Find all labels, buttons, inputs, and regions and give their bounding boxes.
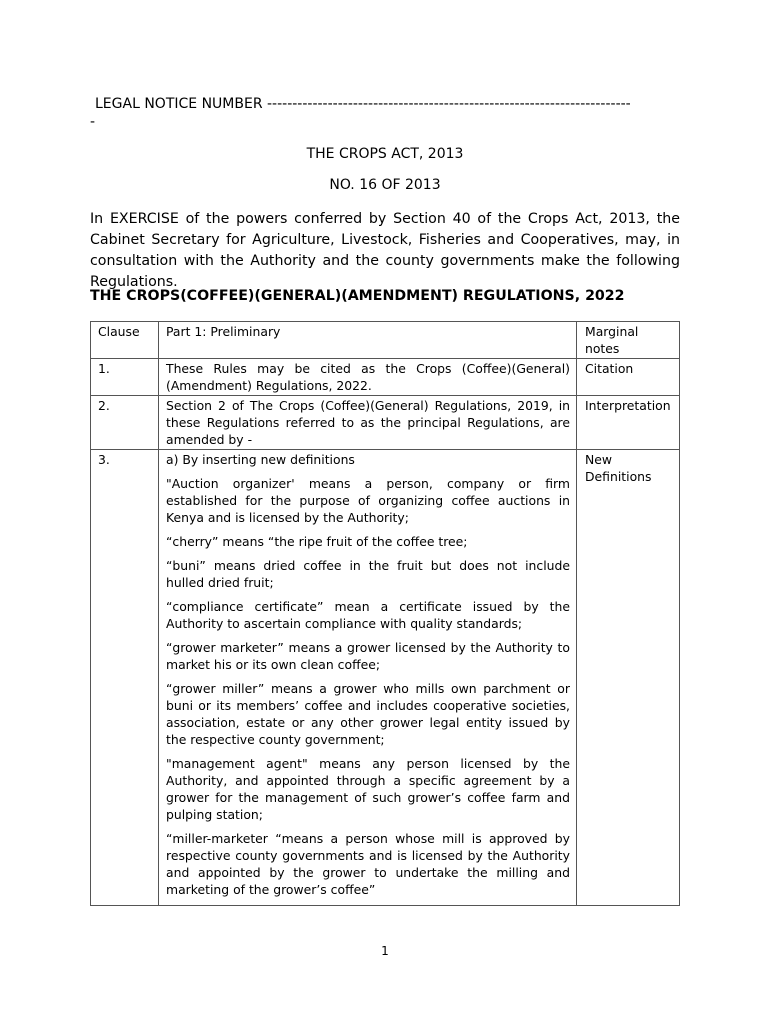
clause-number: 3. <box>91 450 159 906</box>
table-row <box>91 450 680 906</box>
definitions-intro: a) By inserting new definitions <box>166 452 355 467</box>
definition-miller-marketer: “miller-marketer “means a person whose mill is approved by respective county governments and is licensed by the Authority and appointed by the grower to undertake the milling and marketing of the grower’s coffee” <box>166 831 570 897</box>
act-number: NO. 16 OF 2013 <box>329 177 441 193</box>
definition-management-agent: "management agent" means any person licensed by the Authority, and appointed through a specific agreement by a grower for the management of such grower’s coffee farm and pulping station; <box>166 756 570 822</box>
clause-text: Section 2 of The Crops (Coffee)(General) Regulations, 2019, in these Regulations referred to as the principal Regulations, are amended by - <box>159 396 577 450</box>
table-header-row <box>91 322 680 359</box>
legal-notice-continuation: - <box>90 114 96 130</box>
intro-paragraph: In EXERCISE of the powers conferred by Section 40 of the Crops Act, 2013, the Cabinet Secretary for Agriculture, Livestock, Fisheries and Cooperatives, may, in consultation with the Authority and the county governments make the following Regulations. <box>90 211 680 290</box>
definition-grower-miller: “grower miller” means a grower who mills own parchment or buni or its members’ coffee and includes cooperative societies, association, estate or any other grower legal entity issued by the respective county government; <box>166 681 570 747</box>
marginal-note: Interpretation <box>577 396 680 450</box>
clause-header: Clause <box>91 322 159 359</box>
table-row <box>91 359 680 396</box>
legal-notice-line: LEGAL NOTICE NUMBER ------------------------------------------------------------------------ <box>95 96 631 112</box>
definition-compliance-certificate: “compliance certificate” mean a certificate issued by the Authority to ascertain compliance with quality standards; <box>166 599 570 631</box>
clause-number: 2. <box>91 396 159 450</box>
regulations-title: THE CROPS(COFFEE)(GENERAL)(AMENDMENT) REGULATIONS, 2022 <box>90 288 625 304</box>
definition-buni: “buni” means dried coffee in the fruit but does not include hulled dried fruit; <box>166 558 570 590</box>
definition-cherry: “cherry” means “the ripe fruit of the coffee tree; <box>166 534 468 549</box>
table-row <box>91 396 680 450</box>
definitions-cell <box>159 450 577 906</box>
part-header: Part 1: Preliminary <box>159 322 577 359</box>
page-number: 1 <box>381 944 389 958</box>
marginal-note: New Definitions <box>577 450 680 906</box>
marginal-note: Citation <box>577 359 680 396</box>
marginal-notes-header: Marginal notes <box>577 322 680 359</box>
clause-number: 1. <box>91 359 159 396</box>
regulations-table <box>90 321 680 906</box>
clause-text: These Rules may be cited as the Crops (Coffee)(General) (Amendment) Regulations, 2022. <box>159 359 577 396</box>
definition-grower-marketer: “grower marketer” means a grower licensed by the Authority to market his or its own clean coffee; <box>166 640 570 672</box>
act-title: THE CROPS ACT, 2013 <box>306 146 464 162</box>
definition-auction-organizer: "Auction organizer' means a person, company or firm established for the purpose of organizing coffee auctions in Kenya and is licensed by the Authority; <box>166 476 570 525</box>
